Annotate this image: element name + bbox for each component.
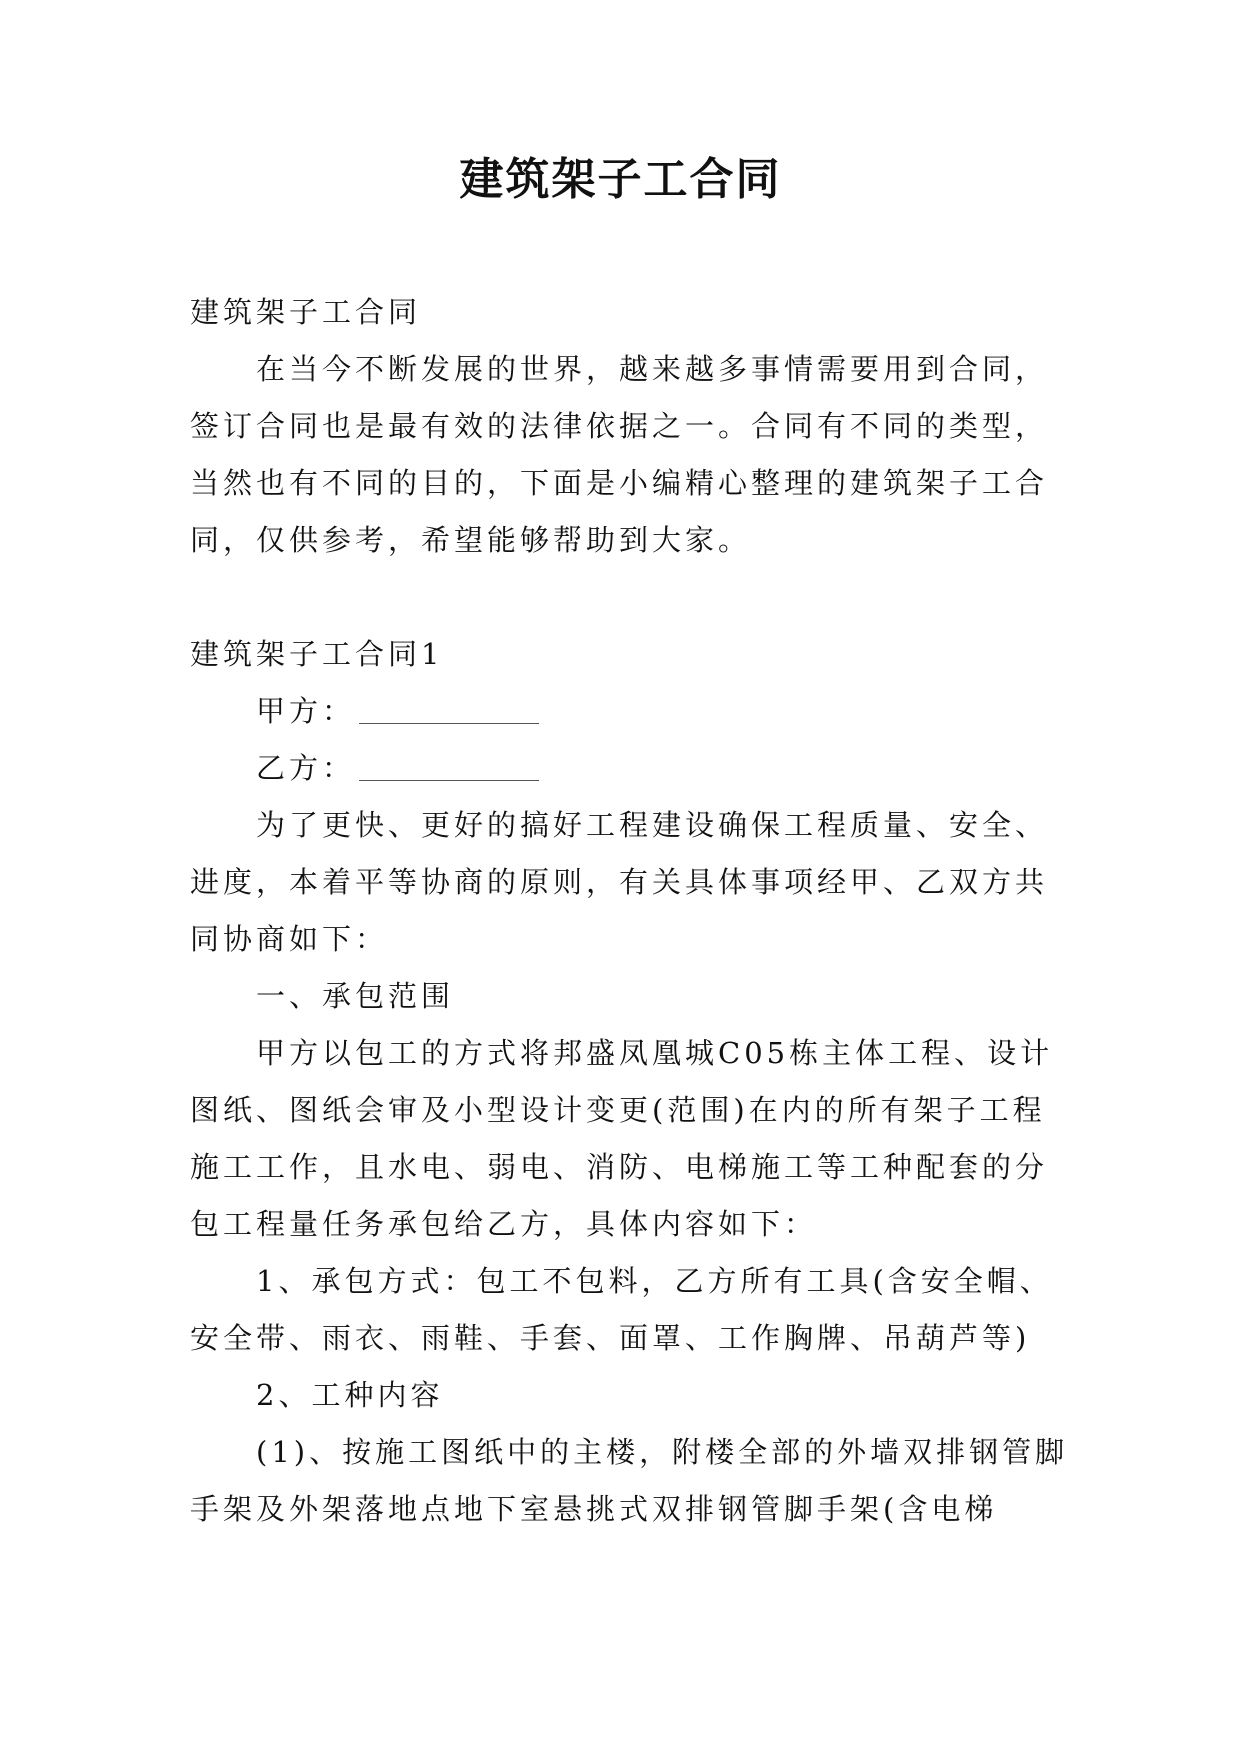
clause-1-body: 甲方以包工的方式将邦盛凤凰城C05栋主体工程、设计图纸、图纸会审及小型设计变更(范围)在内的所有架子工程施工工作，且水电、弱电、消防、电梯施工等工种配套的分包工程量任务承包给乙方，具体内容如下： — [190, 1036, 1054, 1241]
party-b-label: 乙方： — [256, 751, 356, 785]
party-b-blank — [359, 760, 539, 781]
document-body — [190, 284, 1070, 1538]
clause-1-title: 一、承包范围 — [256, 979, 455, 1013]
paragraph-gap — [190, 569, 1070, 626]
item-1: 1、承包方式：包工不包料，乙方所有工具(含安全帽、安全带、雨衣、雨鞋、手套、面罩、工作胸牌、吊葫芦等) — [190, 1264, 1053, 1355]
document-title: 建筑架子工合同 — [459, 154, 782, 205]
contract-heading: 建筑架子工合同 — [190, 295, 422, 329]
item-2-1: (1)、按施工图纸中的主楼，附楼全部的外墙双排钢管脚手架及外架落地点地下室悬挑式双排钢管脚手架(含电梯 — [190, 1435, 1069, 1526]
party-a-line — [190, 683, 1070, 740]
preamble-paragraph: 为了更快、更好的搞好工程建设确保工程质量、安全、进度，本着平等协商的原则，有关具体事项经甲、乙双方共同协商如下： — [190, 808, 1049, 956]
party-b-line — [190, 740, 1070, 797]
party-a-blank — [359, 703, 539, 724]
section-heading: 建筑架子工合同1 — [190, 637, 444, 671]
intro-paragraph: 在当今不断发展的世界，越来越多事情需要用到合同，签订合同也是最有效的法律依据之一。合同有不同的类型，当然也有不同的目的，下面是小编精心整理的建筑架子工合同，仅供参考，希望能够帮助到大家。 — [190, 352, 1049, 557]
party-a-label: 甲方： — [256, 694, 356, 728]
item-2: 2、工种内容 — [256, 1378, 444, 1412]
